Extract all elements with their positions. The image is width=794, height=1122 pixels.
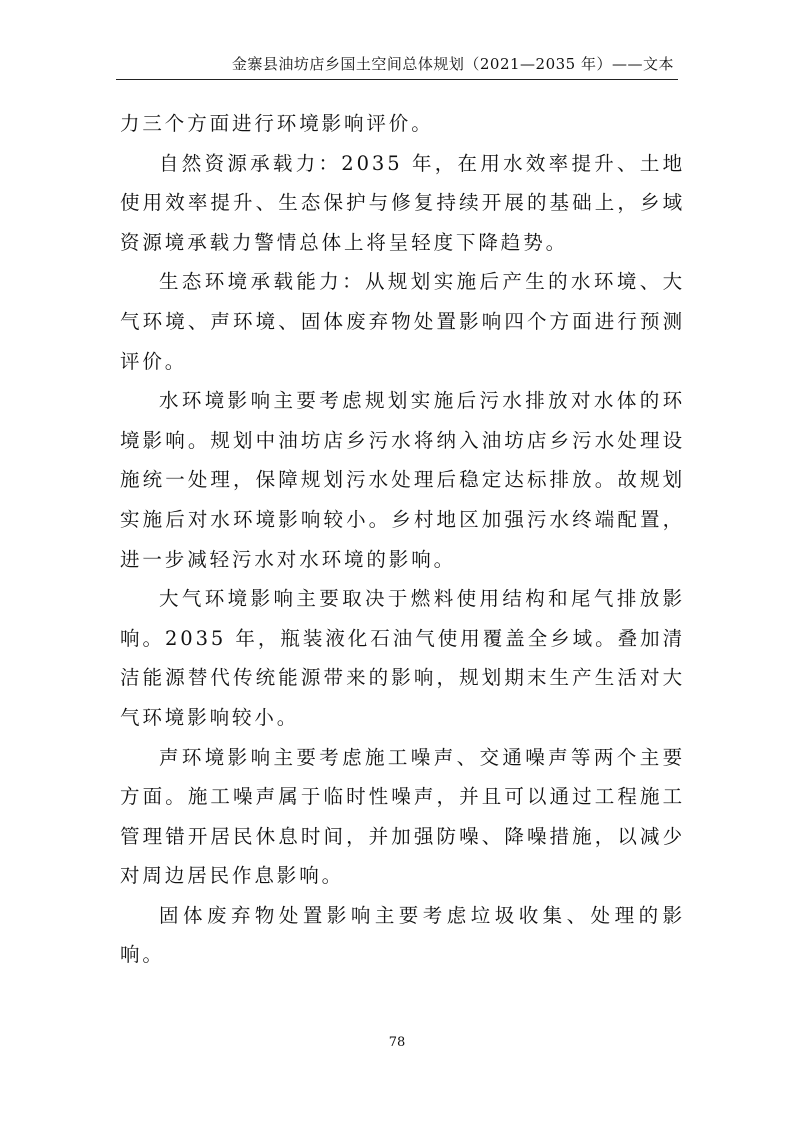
- page-header: [116, 44, 678, 80]
- paragraph-natural-resource-capacity: 自然资源承载力：2035 年，在用水效率提升、土地使用效率提升、生态保护与修复持续开展的基础上，乡域资源境承载力警情总体上将呈轻度下降趋势。: [120, 151, 685, 254]
- header-title: 金寨县油坊店乡国土空间总体规划（2021—2035 年）——文本: [231, 55, 674, 73]
- body-text: [120, 104, 685, 975]
- paragraph-solid-waste: 固体废弃物处置影响主要考虑垃圾收集、处理的影响。: [120, 903, 685, 967]
- paragraph-air-environment: 大气环境影响主要取决于燃料使用结构和尾气排放影响。2035 年，瓶装液化石油气使用覆盖全乡域。叠加清洁能源替代传统能源带来的影响，规划期末生产生活对大气环境影响较小。: [120, 587, 685, 729]
- page-number: 78: [388, 1035, 406, 1050]
- paragraph-water-environment: 水环境影响主要考虑规划实施后污水排放对水体的环境影响。规划中油坊店乡污水将纳入油坊店乡污水处理设施统一处理，保障规划污水处理后稳定达标排放。故规划实施后对水环境影响较小。乡村地区加强污水终端配置，进一步减轻污水对水环境的影响。: [120, 389, 685, 571]
- paragraph-ecological-capacity: 生态环境承载能力：从规划实施后产生的水环境、大气环境、声环境、固体废弃物处置影响四个方面进行预测评价。: [120, 270, 685, 373]
- paragraph-continuation: 力三个方面进行环境影响评价。: [120, 112, 434, 135]
- paragraph-sound-environment: 声环境影响主要考虑施工噪声、交通噪声等两个主要方面。施工噪声属于临时性噪声，并且可以通过工程施工管理错开居民休息时间，并加强防噪、降噪措施，以减少对周边居民作息影响。: [120, 745, 685, 888]
